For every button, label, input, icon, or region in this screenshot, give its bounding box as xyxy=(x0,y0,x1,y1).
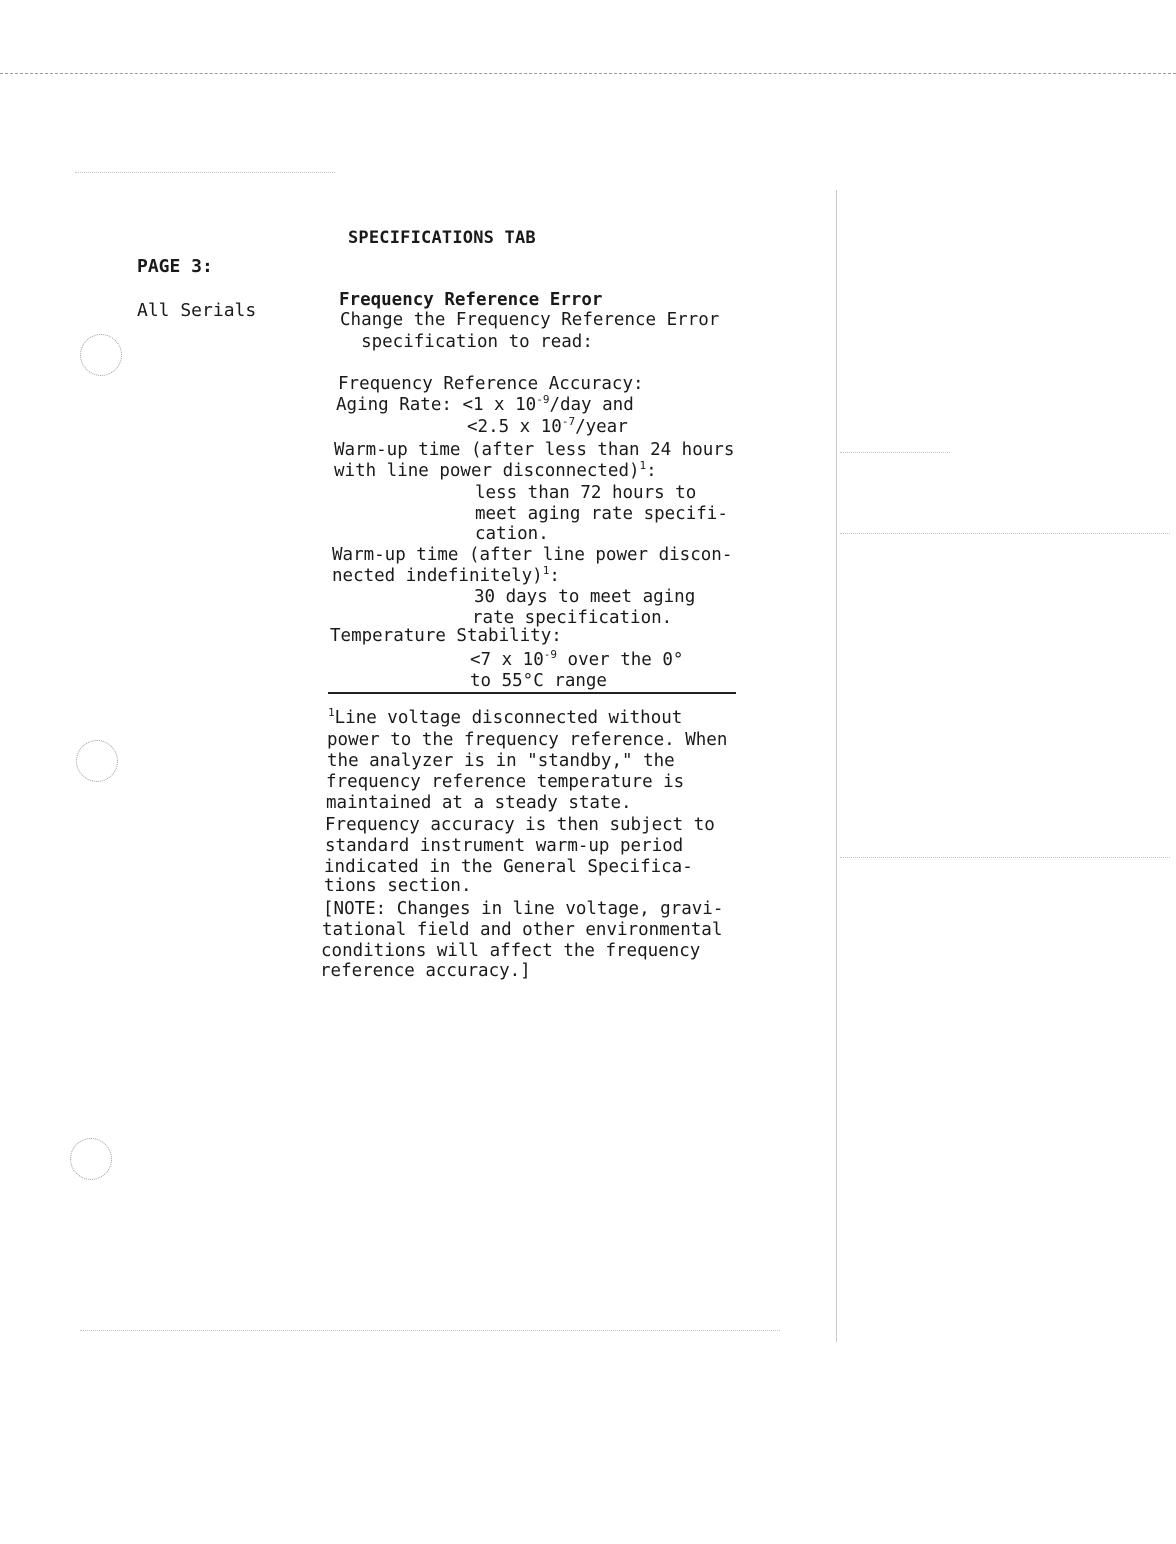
warmup2-value: rate specification. xyxy=(472,608,673,628)
scan-dots xyxy=(75,172,335,173)
aging-rate-label: Aging Rate: xyxy=(336,395,463,415)
scan-dots xyxy=(840,857,1170,858)
warmup1-value: cation. xyxy=(475,524,549,544)
binder-hole xyxy=(70,1138,112,1180)
footnote-line: the analyzer is in "standby," the xyxy=(327,751,675,771)
footnote-ref: 1 xyxy=(639,459,647,472)
warmup1-label: Warm-up time (after less than 24 hours xyxy=(334,440,735,460)
warmup2-label: nected indefinitely)$^1$: xyxy=(332,564,560,586)
section-heading: Frequency Reference Error xyxy=(339,290,603,310)
footnote-line: tational field and other environmental xyxy=(322,920,723,940)
footnote-rule xyxy=(328,692,736,694)
footnote-line: [NOTE: Changes in line voltage, gravi- xyxy=(323,899,724,919)
footnote-ref: 1 xyxy=(542,564,550,577)
footnote-line: power to the frequency reference. When xyxy=(327,730,728,750)
temperature-stability-label: Temperature Stability: xyxy=(330,626,562,646)
footnote-marker: 1 xyxy=(328,706,335,719)
warmup2-value: 30 days to meet aging xyxy=(474,587,696,607)
warmup1-label: with line power disconnected)$^1$: xyxy=(334,459,657,481)
temperature-stability-value: <7 x $10^{-9}$ over the 0° xyxy=(470,648,684,670)
footnote-line: Frequency accuracy is then subject to xyxy=(325,815,715,835)
footnote-line: reference accuracy.] xyxy=(320,961,531,981)
footnote-line: conditions will affect the frequency xyxy=(321,941,701,961)
binder-hole xyxy=(80,334,122,376)
footnote-line: tions section. xyxy=(324,876,472,896)
aging-day-value: <1 x $10^{-9}$/day and xyxy=(462,393,634,415)
specifications-tab-title: SPECIFICATIONS TAB xyxy=(348,228,536,248)
page-label: PAGE 3: xyxy=(137,256,213,277)
scan-dots xyxy=(840,533,1170,534)
scan-edge-line xyxy=(0,73,1176,74)
scan-dots xyxy=(80,1330,780,1331)
footnote-line: standard instrument warm-up period xyxy=(325,836,684,856)
aging-year-value: <2.5 x $10^{-7}$/year xyxy=(467,415,628,437)
footnote-line: maintained at a steady state. xyxy=(326,793,632,813)
accuracy-label: Frequency Reference Accuracy: xyxy=(338,374,644,394)
serials-label: All Serials xyxy=(137,300,257,321)
footnote-line: frequency reference temperature is xyxy=(326,772,685,792)
warmup2-label: Warm-up time (after line power discon- xyxy=(332,545,733,565)
intro-line: specification to read: xyxy=(340,332,593,352)
warmup1-value: less than 72 hours to xyxy=(475,483,697,503)
warmup1-value: meet aging rate specifi- xyxy=(475,504,728,524)
temperature-stability-value: to 55°C range xyxy=(470,671,607,691)
footnote-line: $^1$Line voltage disconnected without xyxy=(328,706,683,728)
intro-line: Change the Frequency Reference Error xyxy=(340,310,720,330)
binder-hole xyxy=(76,740,118,782)
footnote-line: indicated in the General Specifica- xyxy=(324,857,693,877)
aging-rate-line xyxy=(336,395,634,416)
scan-dots xyxy=(840,452,950,453)
